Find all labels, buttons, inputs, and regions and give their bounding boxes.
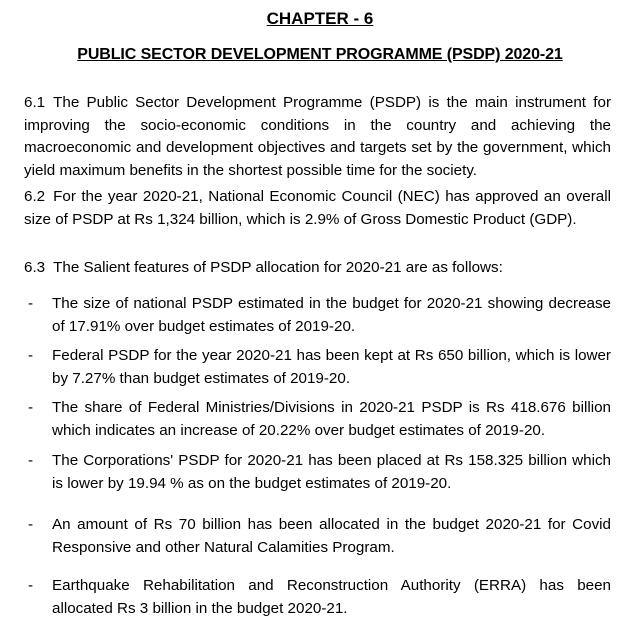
bullet-text: An amount of Rs 70 billion has been allocated in the budget 2020-21 for Covid Responsive and other Natural Calamities Program. xyxy=(52,516,611,556)
paragraph-number: 6.1 xyxy=(24,94,46,111)
bullet-marker: - xyxy=(28,577,34,594)
paragraph-text: For the year 2020-21, National Economic Council (NEC) has approved an overall size of PSDP at Rs 1,324 billion, which is 2.9% of Gross Domestic Product (GDP). xyxy=(24,188,611,228)
paragraph-6-2 xyxy=(24,186,611,231)
bullet-marker: - xyxy=(28,347,34,364)
list-item xyxy=(24,397,611,442)
paragraph-number: 6.2 xyxy=(24,188,46,205)
list-item xyxy=(24,293,611,338)
paragraph-text: The Public Sector Development Programme (PSDP) is the main instrument for improving the socio-economic conditions in the country and achieving the macroeconomic and development objectives and targets set by the government, which yield maximum benefits in the shortest possible time for the society. xyxy=(24,94,611,179)
chapter-heading: CHAPTER - 6 xyxy=(266,9,374,28)
paragraph-number: 6.3 xyxy=(24,259,46,276)
page-title: PUBLIC SECTOR DEVELOPMENT PROGRAMME (PSDP) 2020-21 xyxy=(77,46,563,63)
paragraph-text: The Salient features of PSDP allocation for 2020-21 are as follows: xyxy=(53,259,503,276)
list-item xyxy=(24,345,611,390)
bullet-text: The share of Federal Ministries/Divisions in 2020-21 PSDP is Rs 418.676 billion which indicates an increase of 20.22% over budget estimates of 2019-20. xyxy=(52,399,611,439)
bullet-text: Federal PSDP for the year 2020-21 has been kept at Rs 650 billion, which is lower by 7.27% than budget estimates of 2019-20. xyxy=(52,347,611,387)
list-item xyxy=(24,514,611,559)
bullet-text: The Corporations' PSDP for 2020-21 has been placed at Rs 158.325 billion which is lower by 19.94 % as on the budget estimates of 2019-20. xyxy=(52,452,611,492)
paragraph-6-3 xyxy=(24,257,611,280)
bullet-text: The size of national PSDP estimated in the budget for 2020-21 showing decrease of 17.91% over budget estimates of 2019-20. xyxy=(52,295,611,335)
bullet-text: Earthquake Rehabilitation and Reconstruction Authority (ERRA) has been allocated Rs 3 billion in the budget 2020-21. xyxy=(52,577,611,617)
bullet-marker: - xyxy=(28,399,34,416)
list-item xyxy=(24,575,611,620)
bullet-marker: - xyxy=(28,295,34,312)
list-item xyxy=(24,450,611,495)
bullet-marker: - xyxy=(28,516,34,533)
bullet-marker: - xyxy=(28,452,34,469)
paragraph-6-1 xyxy=(24,92,611,182)
